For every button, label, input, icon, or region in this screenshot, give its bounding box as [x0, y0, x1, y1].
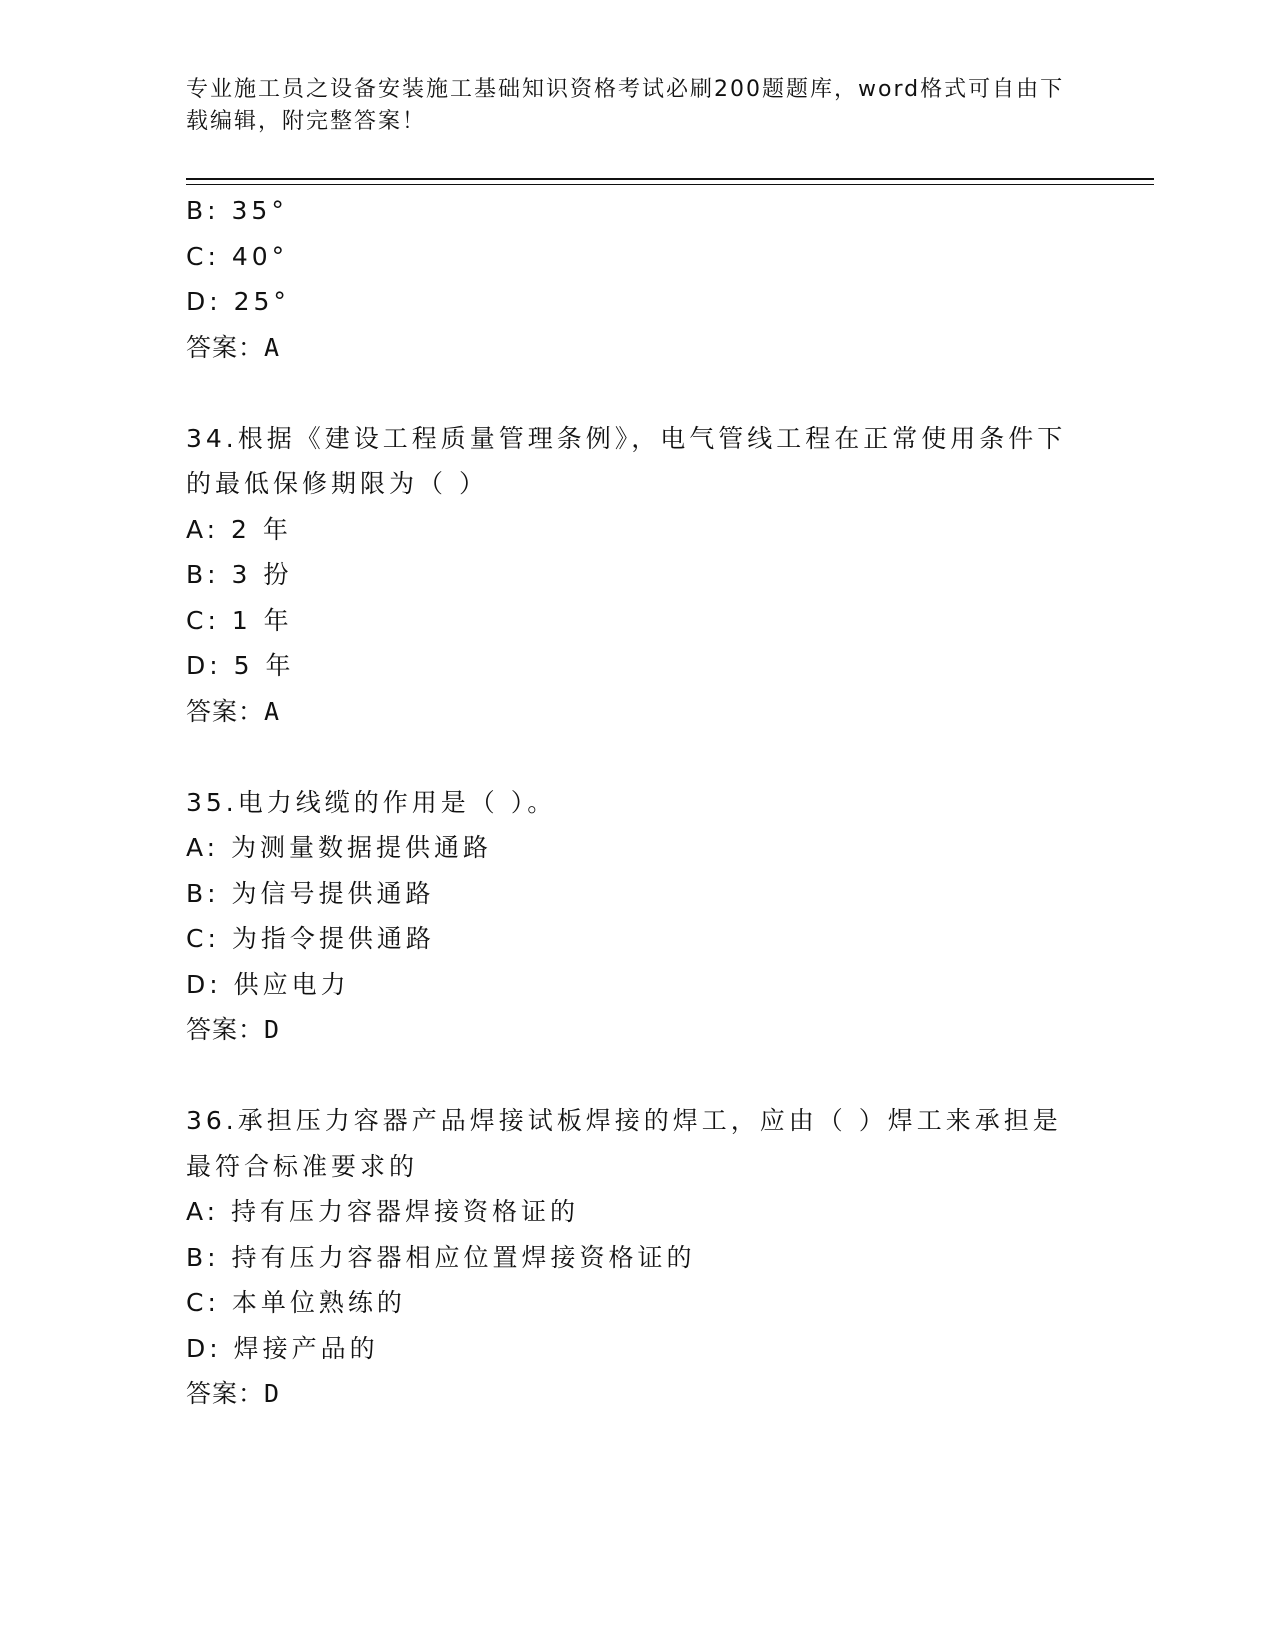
question-stem-line: 34.根据《建设工程质量管理条例》，电气管线工程在正常使用条件下 [186, 423, 1067, 453]
option-d: D: 5 年 [186, 651, 295, 680]
option-c: C: 为指令提供通路 [186, 924, 435, 953]
question-stem-line: 36.承担压力容器产品焊接试板焊接的焊工，应由（ ）焊工来承担是 [186, 1106, 1062, 1135]
option-a: A: 2 年 [186, 514, 292, 544]
option-d: D: 焊接产品的 [186, 1333, 379, 1363]
option-b: B: 35° [186, 196, 288, 225]
question-content [186, 188, 1086, 1417]
spacer [186, 734, 1086, 780]
answer: 答案：D [186, 1379, 281, 1408]
option-a: A: 为测量数据提供通路 [186, 833, 493, 862]
question-stem-line: 35.电力线缆的作用是（ ）。 [186, 787, 557, 817]
option-d: D: 供应电力 [186, 969, 350, 999]
answer: 答案：A [186, 696, 281, 726]
answer: 答案：D [186, 1015, 281, 1044]
answer: 答案：A [186, 332, 281, 362]
option-c: C: 1 年 [186, 605, 293, 635]
option-b: B: 持有压力容器相应位置焊接资格证的 [186, 1242, 696, 1272]
header-rule-thin [186, 184, 1154, 185]
option-c: C: 本单位熟练的 [186, 1288, 406, 1317]
option-b: B: 为信号提供通路 [186, 878, 435, 908]
option-d: D: 25° [186, 287, 290, 316]
spacer [186, 1053, 1086, 1099]
question-stem-line: 最符合标准要求的 [186, 1151, 419, 1181]
option-c: C: 40° [186, 241, 289, 271]
document-header: 专业施工员之设备安装施工基础知识资格考试必刷200题题库，word格式可自由下载编辑，附完整答案！ [186, 77, 1065, 134]
header-rule-thick [186, 178, 1154, 180]
question-stem-line: 的最低保修期限为（ ） [186, 469, 488, 498]
question-block-33 [186, 188, 1086, 370]
question-block-35 [186, 780, 1086, 1053]
question-block-34 [186, 416, 1086, 735]
option-b: B: 3 扮 [186, 560, 293, 589]
option-a: A: 持有压力容器焊接资格证的 [186, 1197, 580, 1226]
spacer [186, 370, 1086, 416]
question-block-36 [186, 1098, 1086, 1417]
